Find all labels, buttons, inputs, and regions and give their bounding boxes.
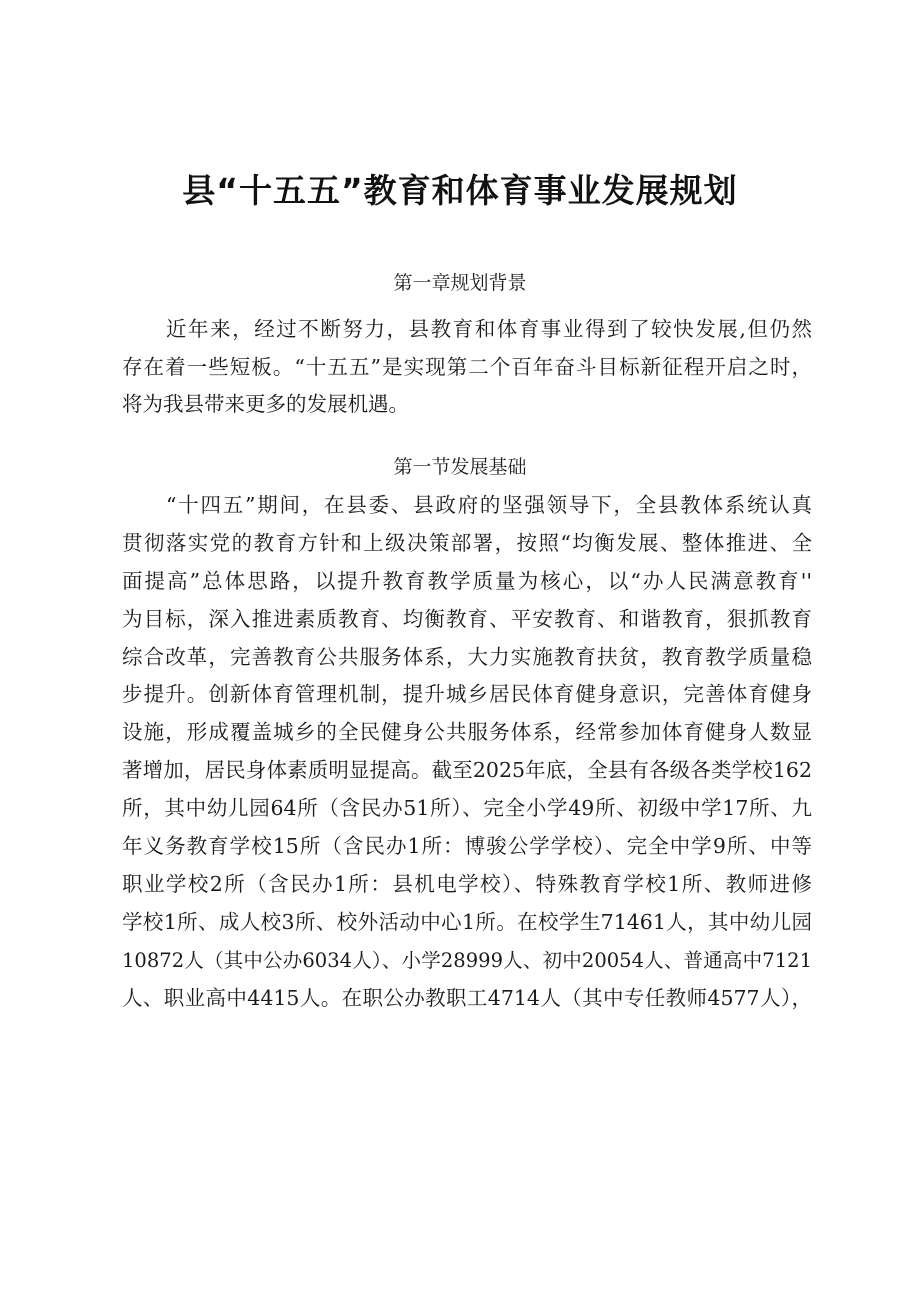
paragraph-line: 将为我县带来更多的发展机遇。 [122,392,409,416]
paragraph-line: 10872人（其中公办6034人）、小学28999人、初中20054人、普通高中7121 [122,948,812,972]
paragraph-line: 设施，形成覆盖城乡的全民健身公共服务体系，经常参加体育健身人数显 [122,720,812,745]
body-paragraph [122,487,812,1017]
intro-paragraph [122,311,812,424]
paragraph-line: 年义务教育学校15所（含民办1所：博骏公学学校）、完全中学9所、中等 [122,834,812,859]
paragraph-line: 面提高”总体思路，以提升教育教学质量为核心，以“办人民满意教育'' [122,568,812,593]
document-title: 县“十五五”教育和体育事业发展规划 [182,171,738,210]
paragraph-line: 步提升。创新体育管理机制，提升城乡居民体育健身意识，完善体育健身 [122,682,812,707]
paragraph-line: 为目标，深入推进素质教育、均衡教育、平安教育、和谐教育，狠抓教育 [122,606,812,631]
paragraph-line: 著增加，居民身体素质明显提高。截至2025年底，全县有各级各类学校162 [122,758,812,783]
section-heading: 第一节发展基础 [393,456,527,478]
paragraph-line: 所，其中幼儿园64所（含民办51所）、完全小学49所、初级中学17所、九 [122,796,812,821]
paragraph-line: 贯彻落实党的教育方针和上级决策部署，按照“均衡发展、整体推进、全 [122,530,812,555]
paragraph-line: 学校1所、成人校3所、校外活动中心1所。在校学生71461人，其中幼儿园 [122,909,812,934]
paragraph-line: 近年来，经过不断努力，县教育和体育事业得到了较快发展,但仍然 [166,317,812,341]
paragraph-line: “十四五”期间，在县委、县政府的坚强领导下，全县教体系统认真 [166,493,812,517]
paragraph-line: 职业学校2所（含民办1所：县机电学校）、特殊教育学校1所、教师进修 [122,871,812,896]
paragraph-line: 综合改革，完善教育公共服务体系，大力实施教育扶贫，教育教学质量稳 [122,644,812,669]
chapter-heading: 第一章规划背景 [393,272,527,294]
paragraph-line: 人、职业高中4415人。在职公办教职工4714人（其中专任教师4577人）， [122,985,812,1010]
paragraph-line: 存在着一些短板。“十五五”是实现第二个百年奋斗目标新征程开启之时， [122,354,812,379]
